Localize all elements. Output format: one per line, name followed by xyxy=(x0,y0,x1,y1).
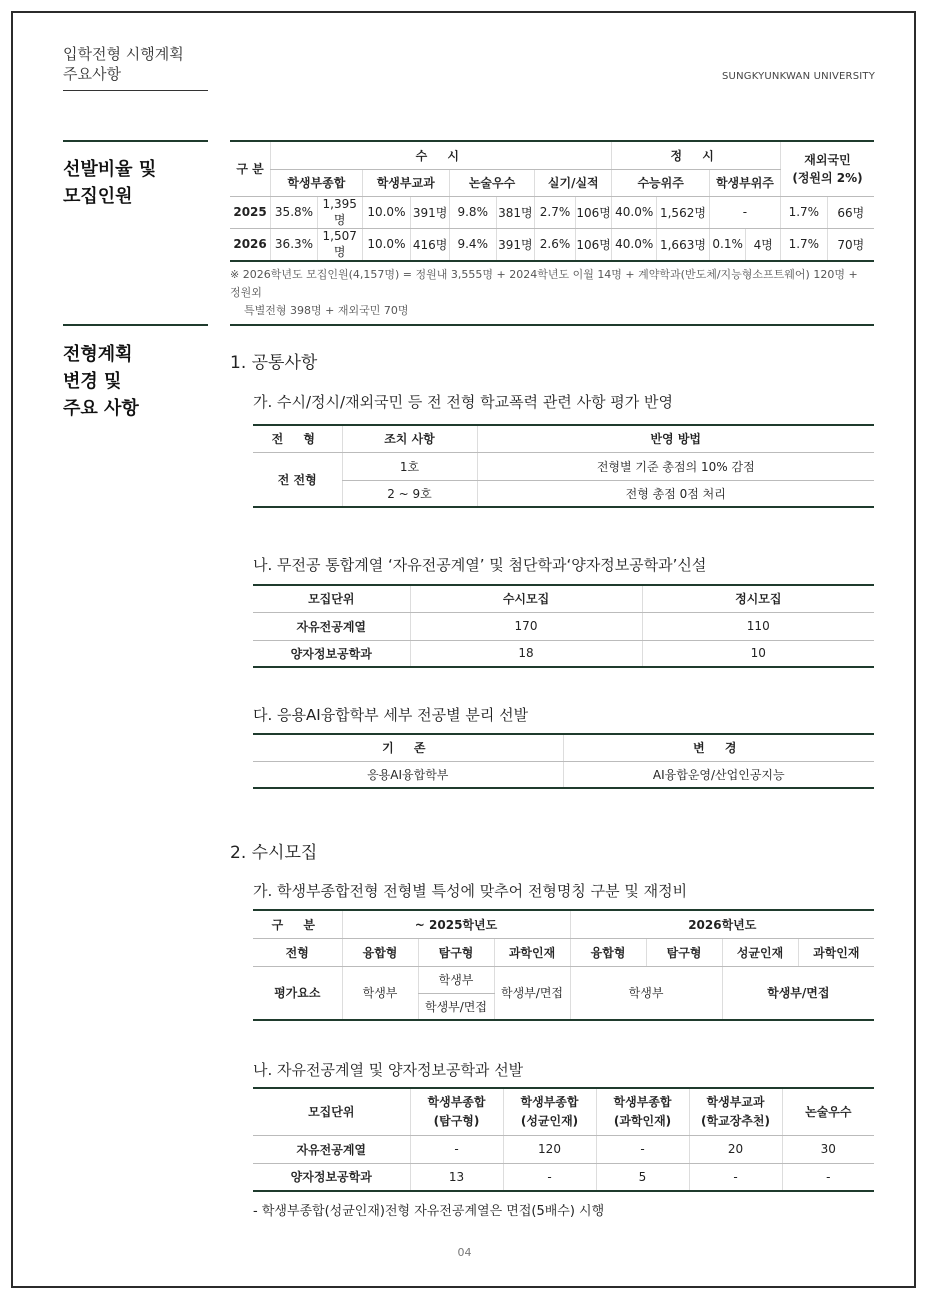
cell: 36.3% xyxy=(271,228,318,261)
cell: 66명 xyxy=(827,196,874,228)
cell: 1,562명 xyxy=(657,196,710,228)
cell: 70명 xyxy=(827,228,874,261)
subcol-2: 논술우수 xyxy=(449,169,534,196)
table-row xyxy=(253,612,874,640)
col-header: 전 형 xyxy=(253,425,342,452)
cell: 1,507명 xyxy=(317,228,362,261)
subcol-3: 실기/실적 xyxy=(535,169,612,196)
cell: 양자정보공학과 xyxy=(253,1163,410,1191)
type-cell: 과학인재 xyxy=(494,938,570,966)
col-header: 조치 사항 xyxy=(342,425,477,452)
header-underline xyxy=(63,90,208,91)
col-header: 학생부종합 (탐구형) xyxy=(410,1088,503,1135)
cell: 416명 xyxy=(411,228,450,261)
cell: 40.0% xyxy=(612,228,657,261)
cell: - xyxy=(503,1163,596,1191)
cell: 391명 xyxy=(411,196,450,228)
cell: 학생부 xyxy=(342,966,418,1020)
type-cell: 융합형 xyxy=(342,938,418,966)
col-header: 변 경 xyxy=(563,734,874,761)
type-cell: 성균인재 xyxy=(722,938,798,966)
cell: 18 xyxy=(410,640,642,667)
row-label: 전 전형 xyxy=(253,452,342,507)
cell: 응용AI융합학부 xyxy=(253,761,563,788)
col-header: 수시모집 xyxy=(410,585,642,612)
cell: 0.1% xyxy=(709,228,746,261)
section2-content-rule xyxy=(230,324,874,326)
table-row xyxy=(230,228,874,261)
cell: 2.6% xyxy=(535,228,576,261)
cell: AI융합운영/산업인공지능 xyxy=(563,761,874,788)
enrollment-note: ※ 2026학년도 모집인원(4,157명) = 정원내 3,555명 + 2024학년도 이월 14명 + 계약학과(반도체/지능형소프트웨어) 120명 + 정원외 특별전형 398명 + 재외국민 70명 xyxy=(230,268,858,317)
cell: 10.0% xyxy=(362,196,411,228)
col-gubun: 구 분 xyxy=(230,141,271,196)
row-label-eval: 평가요소 xyxy=(253,966,342,1020)
type-cell: 탐구형 xyxy=(646,938,722,966)
col-unit: 모집단위 xyxy=(253,1088,410,1135)
col-header: 기 존 xyxy=(253,734,563,761)
section2-rule xyxy=(63,324,208,326)
cell: 35.8% xyxy=(271,196,318,228)
col-foreign: 재외국민 (정원의 2%) xyxy=(780,141,874,196)
col-header: 학생부종합 (성균인재) xyxy=(503,1088,596,1135)
footnote: - 학생부종합(성균인재)전형 자유전공계열은 면접(5배수) 시행 xyxy=(253,1204,605,1219)
heading-na2: 나. 자유전공계열 및 양자정보공학과 선발 xyxy=(253,1061,524,1079)
university-name: SUNGKYUNKWAN UNIVERSITY xyxy=(722,71,876,82)
col-header: 학생부교과 (학교장추천) xyxy=(689,1088,782,1135)
cell: 1,663명 xyxy=(657,228,710,261)
table-row xyxy=(230,196,874,228)
free-major-selection-table xyxy=(253,1087,874,1192)
col-header: 정시모집 xyxy=(642,585,874,612)
heading-ga2: 가. 학생부종합전형 전형별 특성에 맞추어 전형명칭 구분 및 재정비 xyxy=(253,882,688,900)
subcol-4: 수능위주 xyxy=(612,169,710,196)
table-row xyxy=(253,761,874,788)
new-majors-table xyxy=(253,584,874,668)
col-gubun: 구 분 xyxy=(253,910,342,938)
cell: - xyxy=(410,1135,503,1163)
cell: 전형별 기준 총점의 10% 감점 xyxy=(477,452,874,480)
cell: 학생부 xyxy=(570,966,722,1020)
cell: 106명 xyxy=(575,228,612,261)
heading-ga: 가. 수시/정시/재외국민 등 전 전형 학교폭력 관련 사항 평가 반영 xyxy=(253,393,674,411)
cell: 110 xyxy=(642,612,874,640)
cell: 학생부/면접 xyxy=(418,993,494,1020)
cell: 13 xyxy=(410,1163,503,1191)
cell: 10 xyxy=(642,640,874,667)
heading-common: 1. 공통사항 xyxy=(230,353,318,373)
table-row xyxy=(253,480,874,507)
subcol-5: 학생부위주 xyxy=(709,169,780,196)
heading-susi: 2. 수시모집 xyxy=(230,843,318,863)
cell: 106명 xyxy=(575,196,612,228)
cell: - xyxy=(782,1163,874,1191)
cell: 391명 xyxy=(496,228,535,261)
cell: - xyxy=(709,196,780,228)
cell: 9.4% xyxy=(449,228,496,261)
type-cell: 융합형 xyxy=(570,938,646,966)
comprehensive-renaming-table xyxy=(253,909,874,1021)
section2-title: 전형계획 변경 및 주요 사항 xyxy=(63,344,139,419)
cell: 학생부 xyxy=(418,966,494,993)
cell: - xyxy=(596,1135,689,1163)
col-2025: ~ 2025학년도 xyxy=(342,910,570,938)
cell: 1.7% xyxy=(780,228,827,261)
section1-rule xyxy=(63,140,208,142)
cell: 1호 xyxy=(342,452,477,480)
row-label-type: 전형 xyxy=(253,938,342,966)
cell: 1.7% xyxy=(780,196,827,228)
cell: 2 ~ 9호 xyxy=(342,480,477,507)
group-jeongsi: 정 시 xyxy=(612,141,781,169)
table-row xyxy=(253,1135,874,1163)
cell: 9.8% xyxy=(449,196,496,228)
col-header: 학생부종합 (과학인재) xyxy=(596,1088,689,1135)
table-row xyxy=(253,966,874,993)
type-cell: 탐구형 xyxy=(418,938,494,966)
cell: 20 xyxy=(689,1135,782,1163)
col-2026: 2026학년도 xyxy=(570,910,874,938)
cell: 4명 xyxy=(746,228,781,261)
heading-da: 다. 응용AI융합학부 세부 전공별 분리 선발 xyxy=(253,706,529,724)
cell: 학생부/면접 xyxy=(494,966,570,1020)
col-header: 반영 방법 xyxy=(477,425,874,452)
cell: 381명 xyxy=(496,196,535,228)
cell: - xyxy=(689,1163,782,1191)
school-violence-table xyxy=(253,424,874,508)
group-susi: 수 시 xyxy=(271,141,612,169)
table-row xyxy=(253,1163,874,1191)
cell: 30 xyxy=(782,1135,874,1163)
page-number: 04 xyxy=(457,1246,472,1259)
cell: 5 xyxy=(596,1163,689,1191)
row-year: 2026 xyxy=(230,228,271,261)
col-header: 논술우수 xyxy=(782,1088,874,1135)
type-cell: 과학인재 xyxy=(798,938,874,966)
cell: 1,395명 xyxy=(317,196,362,228)
row-year: 2025 xyxy=(230,196,271,228)
cell: 40.0% xyxy=(612,196,657,228)
subcol-0: 학생부종합 xyxy=(271,169,362,196)
cell: 학생부/면접 xyxy=(722,966,874,1020)
section1-title: 선발비율 및 모집인원 xyxy=(63,159,157,207)
subcol-1: 학생부교과 xyxy=(362,169,449,196)
table-row xyxy=(253,640,874,667)
heading-na: 나. 무전공 통합계열 ‘자유전공계열’ 및 첨단학과‘양자정보공학과’신설 xyxy=(253,556,707,574)
cell: 양자정보공학과 xyxy=(253,640,410,667)
cell: 자유전공계열 xyxy=(253,612,410,640)
col-header: 모집단위 xyxy=(253,585,410,612)
header-title: 입학전형 시행계획 주요사항 xyxy=(63,45,184,83)
cell: 자유전공계열 xyxy=(253,1135,410,1163)
selection-ratio-table xyxy=(230,140,874,262)
table-row xyxy=(253,452,874,480)
cell: 170 xyxy=(410,612,642,640)
cell: 전형 총점 0점 처리 xyxy=(477,480,874,507)
cell: 10.0% xyxy=(362,228,411,261)
ai-division-table xyxy=(253,733,874,789)
cell: 120 xyxy=(503,1135,596,1163)
cell: 2.7% xyxy=(535,196,576,228)
